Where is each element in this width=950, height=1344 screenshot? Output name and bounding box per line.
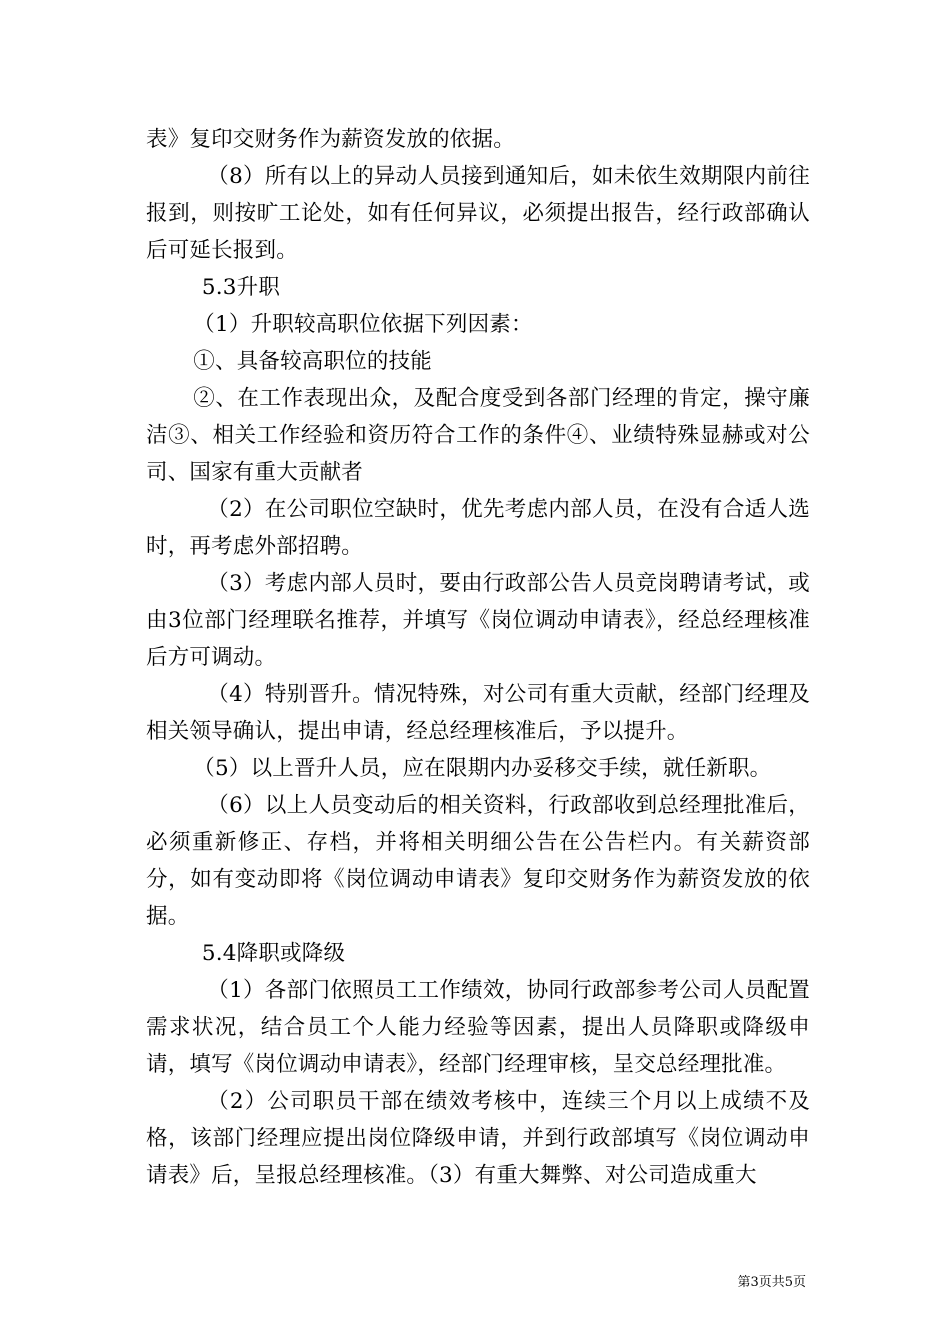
paragraph-demotion-2-3: （2）公司职员干部在绩效考核中，连续三个月以上成绩不及格，该部门经理应提出岗位降级申请，并到行政部填写《岗位调动申请表》后，呈报总经理核准。（3）有重大舞弊、对公司造成重大 [146, 1089, 810, 1188]
document-body [146, 121, 810, 1194]
paragraph-promotion-factors: （1）升职较高职位依据下列因素： [193, 312, 533, 337]
paragraph-promotion-3: （3）考虑内部人员时，要由行政部公告人员竞岗聘请考试，或由3位部门经理联名推荐，并填写《岗位调动申请表》，经总经理核准后方可调动。 [146, 571, 810, 670]
paragraph-promotion-5: （5）以上晋升人员，应在限期内办妥移交手续，就任新职。 [193, 756, 772, 781]
paragraph-factor-2-4: ②、在工作表现出众，及配合度受到各部门经理的肯定，操守廉洁③、相关工作经验和资历符合工作的条件④、业绩特殊显赫或对公司、国家有重大贡献者 [146, 386, 810, 485]
paragraph-promotion-2: （2）在公司职位空缺时，优先考虑内部人员，在没有合适人选时，再考虑外部招聘。 [146, 497, 810, 559]
section-heading-5-3: 5.3升职 [201, 275, 281, 300]
page-number-footer: 第3页共5页 [737, 1275, 806, 1290]
paragraph-item-8: （8）所有以上的异动人员接到通知后，如未依生效期限内前往报到，则按旷工论处，如有任何异议，必须提出报告，经行政部确认后可延长报到。 [146, 164, 810, 263]
paragraph-promotion-6: （6）以上人员变动后的相关资料，行政部收到总经理批准后，必须重新修正、存档，并将相关明细公告在公告栏内。有关薪资部分，如有变动即将《岗位调动申请表》复印交财务作为薪资发放的依据。 [146, 793, 810, 929]
paragraph-factor-1: ①、具备较高职位的技能 [193, 349, 432, 374]
paragraph-continuation: 表》复印交财务作为薪资发放的依据。 [146, 127, 515, 152]
paragraph-promotion-4: （4）特别晋升。情况特殊，对公司有重大贡献，经部门经理及相关领导确认，提出申请，经总经理核准后，予以提升。 [146, 682, 810, 744]
section-heading-5-4: 5.4降职或降级 [201, 941, 346, 966]
paragraph-demotion-1: （1）各部门依照员工工作绩效，协同行政部参考公司人员配置需求状况，结合员工个人能力经验等因素，提出人员降职或降级申请，填写《岗位调动申请表》，经部门经理审核，呈交总经理批准。 [146, 978, 810, 1077]
